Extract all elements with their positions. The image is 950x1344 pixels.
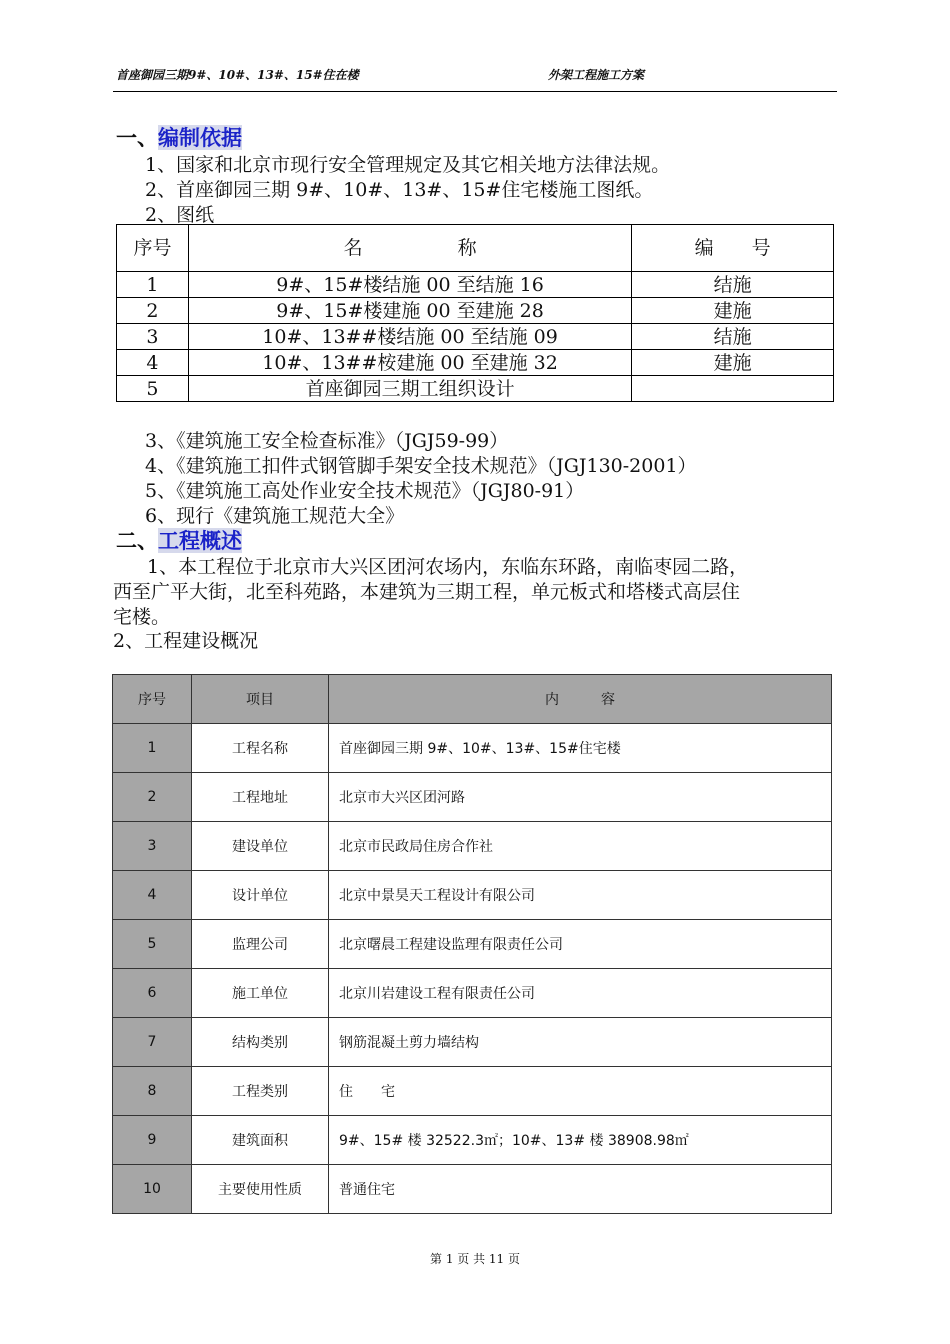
section-2-heading (116, 525, 242, 555)
row-content: 北京中景昊天工程设计有限公司 (329, 871, 832, 920)
header-rule (113, 91, 837, 92)
row-item: 结构类别 (192, 1018, 329, 1067)
page-number: 第 1 页 共 11 页 (430, 1252, 520, 1266)
table-cell: 9#、15#楼建施 00 至建施 28 (188, 298, 631, 324)
table-row (113, 920, 832, 969)
table-row (113, 724, 832, 773)
table-row (117, 350, 834, 376)
row-number: 3 (113, 822, 192, 871)
column-header: 序号 (113, 675, 192, 724)
row-content: 普通住宅 (329, 1165, 832, 1214)
standard-item-5: 5、《建筑施工高处作业安全技术规范》（JGJ80-91） (145, 480, 585, 502)
basis-item-drawings: 2、图纸 (145, 204, 215, 226)
table-cell: 10#、13##楼结施 00 至结施 09 (188, 324, 631, 350)
section-1-heading (116, 122, 242, 152)
table-row (117, 324, 834, 350)
row-item: 工程类别 (192, 1067, 329, 1116)
row-item: 监理公司 (192, 920, 329, 969)
table-row (117, 272, 834, 298)
row-content: 首座御园三期 9#、10#、13#、15#住宅楼 (329, 724, 832, 773)
table-header-row (117, 225, 834, 272)
table-row (113, 773, 832, 822)
section-1-number: 一、 (116, 125, 158, 150)
row-item: 工程名称 (192, 724, 329, 773)
row-number: 4 (113, 871, 192, 920)
table-cell: 4 (117, 350, 189, 376)
table-cell: 结施 (632, 324, 834, 350)
basis-item-1: 1、国家和北京市现行安全管理规定及其它相关地方法律法规。 (145, 154, 671, 176)
table-cell: 1 (117, 272, 189, 298)
row-number: 8 (113, 1067, 192, 1116)
table-row (113, 871, 832, 920)
table-row (113, 1067, 832, 1116)
row-item: 建设单位 (192, 822, 329, 871)
table-header-row (113, 675, 832, 724)
table-row (117, 376, 834, 402)
section-1-title: 编制依据 (158, 125, 242, 150)
section-2-title: 工程概述 (158, 528, 242, 553)
column-header: 名 称 (188, 225, 631, 272)
table-cell: 2 (117, 298, 189, 324)
table-cell: 建施 (632, 298, 834, 324)
table-cell: 3 (117, 324, 189, 350)
row-content: 北京曙晨工程建设监理有限责任公司 (329, 920, 832, 969)
row-item: 主要使用性质 (192, 1165, 329, 1214)
row-content: 北京市大兴区团河路 (329, 773, 832, 822)
row-content: 钢筋混凝土剪力墙结构 (329, 1018, 832, 1067)
standard-item-4: 4、《建筑施工扣件式钢管脚手架安全技术规范》（JGJ130-2001） (145, 455, 697, 477)
row-number: 2 (113, 773, 192, 822)
overview-subheading: 2、工程建设概况 (113, 630, 259, 652)
project-overview-table (112, 674, 832, 1214)
column-header: 序号 (117, 225, 189, 272)
row-item: 工程地址 (192, 773, 329, 822)
overview-paragraph-line-1: 1、本工程位于北京市大兴区团河农场内，东临东环路，南临枣园二路， (147, 556, 749, 578)
row-number: 9 (113, 1116, 192, 1165)
table-row (117, 298, 834, 324)
table-cell: 首座御园三期工组织设计 (188, 376, 631, 402)
header-project-title: 首座御园三期9#、10#、13#、15#住在楼 (116, 68, 359, 82)
standard-item-6: 6、现行《建筑施工规范大全》 (145, 505, 405, 527)
standard-item-3: 3、《建筑施工安全检查标准》（JGJ59-99） (145, 430, 509, 452)
table-row (113, 969, 832, 1018)
row-item: 设计单位 (192, 871, 329, 920)
row-content: 北京市民政局住房合作社 (329, 822, 832, 871)
table-cell: 9#、15#楼结施 00 至结施 16 (188, 272, 631, 298)
column-header: 内 容 (329, 675, 832, 724)
table-row (113, 1165, 832, 1214)
column-header: 项目 (192, 675, 329, 724)
table-row (113, 1018, 832, 1067)
table-row (113, 822, 832, 871)
table-cell (632, 376, 834, 402)
basis-item-2: 2、首座御园三期 9#、10#、13#、15#住宅楼施工图纸。 (145, 179, 654, 201)
row-content: 住 宅 (329, 1067, 832, 1116)
row-item: 建筑面积 (192, 1116, 329, 1165)
row-content: 9#、15# 楼 32522.3㎡；10#、13# 楼 38908.98㎡ (329, 1116, 832, 1165)
row-number: 10 (113, 1165, 192, 1214)
header-document-title: 外架工程施工方案 (548, 68, 645, 82)
row-number: 1 (113, 724, 192, 773)
table-cell: 10#、13##桉建施 00 至建施 32 (188, 350, 631, 376)
row-content: 北京川岩建设工程有限责任公司 (329, 969, 832, 1018)
overview-paragraph-line-2: 西至广平大街，北至科苑路，本建筑为三期工程，单元板式和塔楼式高层住 (113, 581, 741, 603)
table-cell: 5 (117, 376, 189, 402)
column-header: 编 号 (632, 225, 834, 272)
row-number: 5 (113, 920, 192, 969)
row-number: 6 (113, 969, 192, 1018)
table-cell: 结施 (632, 272, 834, 298)
row-number: 7 (113, 1018, 192, 1067)
section-2-number: 二、 (116, 528, 158, 553)
overview-paragraph-line-3: 宅楼。 (113, 606, 171, 628)
drawings-table (116, 224, 834, 402)
table-cell: 建施 (632, 350, 834, 376)
row-item: 施工单位 (192, 969, 329, 1018)
table-row (113, 1116, 832, 1165)
